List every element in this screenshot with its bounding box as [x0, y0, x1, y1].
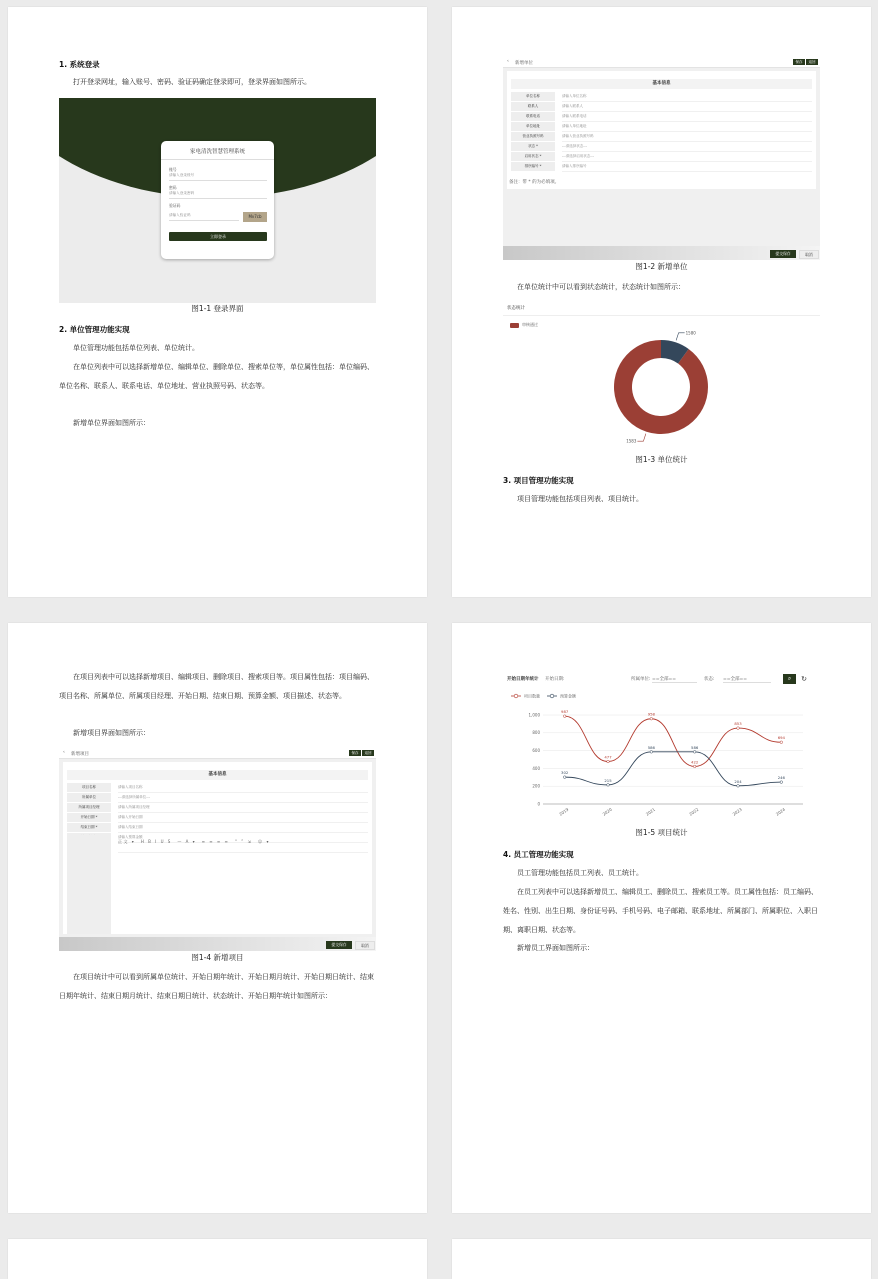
data-label: 586 [691, 744, 699, 750]
form-row-input[interactable]: 请输入单位地址 [562, 122, 812, 132]
submit-save-button[interactable]: 提交保存 [770, 250, 796, 258]
form-row-label: 所属单位 [67, 793, 111, 802]
form-row-input[interactable]: 请输入结束日期 [118, 823, 368, 833]
pie-slice-label: 1580 [685, 330, 696, 336]
data-label: 204 [734, 778, 742, 784]
account-label: 账号 [169, 167, 177, 172]
form-section-title: 基本信息 [511, 79, 812, 89]
submit-save-button[interactable]: 提交保存 [326, 941, 352, 949]
form-row-input[interactable]: 请输入联系人 [562, 102, 812, 112]
y-tick-label: 1,000 [528, 712, 540, 718]
line-point[interactable] [693, 751, 696, 754]
add-unit-form-screenshot [503, 57, 820, 260]
section-3-paragraph-3: 新增项目界面如图所示： [73, 729, 150, 737]
x-tick-label: 2020 [601, 806, 613, 817]
figure-4-caption: 图1-4 新增项目 [191, 953, 244, 962]
unit-filter-label: 所属单位: [631, 677, 651, 682]
document-page-1 [8, 7, 427, 597]
section-2-paragraph-2: 在单位列表中可以选择新增单位、编辑单位、删除单位、搜索单位等，单位属性包括：单位编码、单位名称、联系人、联系电话、单位地址、营业执照号码、状态等。 [59, 363, 374, 390]
line-point[interactable] [650, 717, 653, 720]
rich-text-toolbar[interactable]: 正文 ▾ H B I U S — A ▾ ≡ ≡ ≡ ≡ “ ” ⇲ ☺ ▾ [118, 839, 270, 844]
add-project-form-screenshot [59, 748, 376, 951]
section-2-paragraph-3: 新增单位界面如图所示： [73, 419, 150, 427]
pie-chart-svg [503, 302, 820, 450]
top-back-button[interactable]: 返回 [806, 59, 818, 65]
unit-select[interactable]: ==全部== [652, 676, 697, 683]
data-label: 853 [734, 721, 742, 727]
line-point[interactable] [563, 715, 566, 718]
form-row-input[interactable]: 请输入预算金额 [118, 833, 368, 843]
captcha-input[interactable]: 请输入验证码 [169, 213, 239, 221]
line-point[interactable] [693, 765, 696, 768]
document-page-6 [452, 1239, 871, 1279]
section-1-heading: 1. 系统登录 [59, 60, 100, 69]
line-point[interactable] [607, 760, 610, 763]
password-input[interactable]: 请输入登录密码 [169, 191, 267, 199]
data-label: 422 [691, 759, 699, 765]
data-label: 694 [777, 735, 785, 741]
form-row-label: 所属项目经理 [67, 803, 111, 812]
line-point[interactable] [737, 785, 740, 788]
x-tick-label: 2019 [558, 806, 570, 817]
line-legend-label[interactable]: 项目数量 [524, 693, 540, 699]
chart-title: 开始日期年统计 [507, 677, 539, 682]
form-row-label: 启用状态 * [511, 152, 555, 161]
form-card [63, 762, 372, 934]
y-tick-label: 600 [532, 748, 540, 753]
form-row-input[interactable]: 请输入联系电话 [562, 112, 812, 122]
project-line-chart-screenshot [503, 670, 820, 820]
breadcrumb: 新增项目 [71, 751, 89, 757]
data-label: 586 [647, 744, 655, 750]
figure-2-caption: 图1-2 新增单位 [635, 262, 688, 271]
document-page-3 [8, 623, 427, 1213]
section-2-heading: 2. 单位管理功能实现 [59, 325, 130, 334]
date-filter-label: 开始日期: [545, 677, 565, 682]
password-label: 密码 [169, 185, 177, 190]
form-note: 备注：带 * 的为必填项。 [509, 180, 560, 185]
top-save-button[interactable]: 保存 [349, 750, 361, 756]
data-label: 215 [604, 777, 612, 783]
form-row-input[interactable]: 请输入所属项目经理 [118, 803, 368, 813]
form-row-label: 联系电话 [511, 112, 555, 121]
section-4-paragraph-2: 在员工列表中可以选择新增员工、编辑员工、删除员工、搜索员工等。员工属性包括：员工编码、姓名、性别、出生日期、身份证号码、手机号码、电子邮箱、联系地址、所属部门、所属职位、入职日期、离职日期、状态等。 [503, 888, 818, 934]
refresh-icon[interactable]: ↻ [801, 675, 807, 683]
y-tick-label: 400 [532, 765, 540, 771]
form-row-input[interactable]: ---请选择所属单位--- [118, 793, 368, 803]
data-label: 987 [561, 709, 569, 715]
x-tick-label: 2021 [644, 806, 657, 817]
section-4-paragraph-3: 新增员工界面如图所示： [517, 944, 594, 952]
data-label: 958 [647, 711, 655, 717]
section-3-paragraph: 项目管理功能包括项目列表、项目统计。 [517, 495, 643, 503]
section-3-paragraph-2: 在项目列表中可以选择新增项目、编辑项目、删除项目、搜索项目等。项目属性包括：项目编码、项目名称、所属单位、所属项目经理、开始日期、结束日期、预算金额、项目描述、状态等。 [59, 673, 374, 700]
login-title: 家电清洗智慧管理系统 [161, 144, 274, 160]
back-icon[interactable]: ‹ [507, 59, 509, 64]
form-section-title: 基本信息 [67, 770, 368, 780]
captcha-label: 验证码 [169, 203, 181, 208]
top-back-button[interactable]: 返回 [362, 750, 374, 756]
section-3-heading: 3. 项目管理功能实现 [503, 476, 574, 485]
line-point[interactable] [650, 751, 653, 754]
x-tick-label: 2022 [688, 806, 700, 817]
status-select[interactable]: ==全部== [723, 676, 771, 683]
form-row-label: 项目名称 [67, 783, 111, 792]
data-label: 477 [604, 754, 612, 760]
line-point[interactable] [780, 781, 783, 784]
form-row-input[interactable]: ---请选择启用状态--- [562, 152, 812, 162]
line-point[interactable] [737, 727, 740, 730]
section-4-heading: 4. 员工管理功能实现 [503, 850, 574, 859]
login-screenshot [59, 98, 376, 303]
pie-slice-label: 1583 [626, 438, 637, 444]
search-icon[interactable]: ⌕ [783, 674, 796, 684]
document-page-2 [452, 7, 871, 597]
section-1-paragraph: 打开登录网址，输入账号、密码、验证码确定登录即可，登录界面如图所示。 [73, 78, 311, 86]
figure-5-caption: 图1-5 项目统计 [635, 828, 688, 837]
captcha-image[interactable]: Mv7cb [243, 212, 267, 222]
section-3-paragraph-4: 在项目统计中可以看到所属单位统计、开始日期年统计、开始日期月统计、开始日期日统计、结束日期年统计、结束日期月统计、结束日期日统计、状态统计、开始日期年统计如图所示： [59, 973, 374, 1000]
status-filter-label: 状态: [704, 677, 715, 682]
login-card [161, 141, 274, 259]
cancel-button[interactable]: 取消 [799, 250, 819, 259]
login-button[interactable]: 立即登录 [169, 232, 267, 241]
form-row-input[interactable]: 请输入排序编号 [562, 162, 812, 172]
figure-1-caption: 图1-1 登录界面 [191, 304, 244, 313]
form-row-label: 单位地址 [511, 122, 555, 131]
y-tick-label: 200 [532, 783, 540, 789]
form-row-input[interactable]: 请输入开始日期 [118, 813, 368, 823]
line-point[interactable] [780, 741, 783, 744]
document-page-5 [8, 1239, 427, 1279]
account-input[interactable]: 请输入登录账号 [169, 173, 267, 181]
form-row-label: 营业执照号码 [511, 132, 555, 141]
form-row-label: 开始日期 * [67, 813, 111, 822]
pie-legend-label[interactable]: 审核通过 [522, 322, 538, 327]
status-pie-screenshot [503, 302, 820, 450]
back-icon[interactable]: ‹ [63, 750, 65, 755]
form-card [507, 71, 816, 189]
x-tick-label: 2023 [731, 806, 743, 817]
y-tick-label: 0 [537, 801, 540, 807]
form-row-input[interactable]: 请输入营业执照号码 [562, 132, 812, 142]
data-label: 302 [561, 770, 569, 776]
data-label: 246 [777, 775, 785, 781]
top-save-button[interactable]: 保存 [793, 59, 805, 65]
line-legend-label[interactable]: 预算金额 [560, 693, 576, 699]
section-2-paragraph-4: 在单位统计中可以看到状态统计，状态统计如图所示： [517, 283, 685, 291]
form-row-input[interactable]: ---请选择状态--- [562, 142, 812, 152]
document-page-4 [452, 623, 871, 1213]
cancel-button[interactable]: 取消 [355, 941, 375, 950]
line-series[interactable] [565, 716, 782, 766]
figure-3-caption: 图1-3 单位统计 [635, 455, 688, 464]
form-row-input[interactable]: 请输入单位名称 [562, 92, 812, 102]
y-tick-label: 800 [532, 730, 540, 736]
line-point[interactable] [607, 784, 610, 787]
form-row-input[interactable]: 请输入项目名称 [118, 783, 368, 793]
line-point[interactable] [563, 776, 566, 779]
form-row-label: 单位名称 [511, 92, 555, 101]
x-tick-label: 2024 [774, 806, 787, 817]
line-chart-svg [503, 670, 820, 820]
form-row-label: 联系人 [511, 102, 555, 111]
section-2-paragraph-1: 单位管理功能包括单位列表、单位统计。 [73, 344, 199, 352]
form-row-label: 状态 * [511, 142, 555, 151]
form-row-label: 排序编号 * [511, 162, 555, 171]
section-4-paragraph-1: 员工管理功能包括员工列表、员工统计。 [517, 869, 643, 877]
breadcrumb: 新增单位 [515, 60, 533, 66]
pie-title: 状态统计 [507, 306, 525, 311]
form-row-label: 结束日期 * [67, 823, 111, 832]
